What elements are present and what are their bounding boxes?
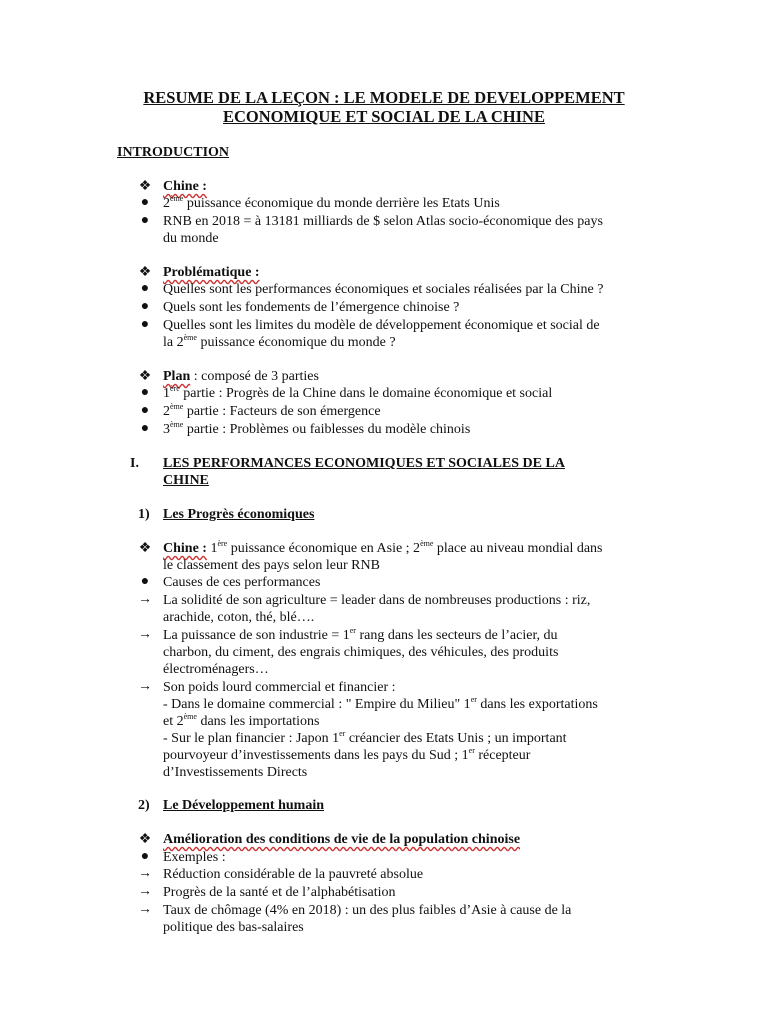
- subsection-2-heading: Le Développement humain: [163, 798, 324, 813]
- bullet-icon: ●: [140, 421, 150, 436]
- plan-line: Plan : composé de 3 parties: [163, 369, 319, 384]
- financier-line-2: pourvoyeur d’investissements dans les pays du Sud ; 1er récepteur: [163, 746, 531, 763]
- diamond-bullet-icon: ❖: [138, 832, 152, 847]
- introduction-heading: INTRODUCTION: [117, 145, 230, 160]
- section-1-heading-line-1: LES PERFORMANCES ECONOMIQUES ET SOCIALES DE LA: [163, 456, 565, 471]
- chine-label: Chine :: [163, 179, 207, 194]
- exemple-3-line-2: politique des bas-salaires: [163, 920, 304, 935]
- commercial-line-1: Son poids lourd commercial et financier :: [163, 680, 396, 695]
- exemple-2: Progrès de la santé et de l’alphabétisation: [163, 885, 396, 900]
- plan-part-2: 2ème partie : Facteurs de son émergence: [163, 402, 381, 419]
- bullet-icon: ●: [140, 299, 150, 314]
- causes-line: Causes de ces performances: [163, 575, 321, 590]
- bullet-icon: ●: [140, 281, 150, 296]
- subsection-1-number: 1): [138, 507, 150, 522]
- bullet-icon: ●: [140, 849, 150, 864]
- subsection-1-heading: Les Progrès économiques: [163, 507, 315, 522]
- chine-bullet-2-line-2: du monde: [163, 231, 219, 246]
- diamond-bullet-icon: ❖: [138, 541, 152, 556]
- bullet-icon: ●: [140, 317, 150, 332]
- chine-rank-line-2: le classement des pays selon leur RNB: [163, 558, 380, 573]
- arrow-right-icon: →: [138, 884, 152, 899]
- commercial-line-3: et 2ème dans les importations: [163, 712, 320, 729]
- agriculture-line-2: arachide, coton, thé, blé….: [163, 610, 315, 625]
- amelioration-heading: Amélioration des conditions de vie de la population chinoise: [163, 832, 521, 847]
- arrow-right-icon: →: [138, 866, 152, 881]
- financier-line-3: d’Investissements Directs: [163, 765, 308, 780]
- arrow-right-icon: →: [138, 679, 152, 694]
- arrow-right-icon: →: [138, 592, 152, 607]
- bullet-icon: ●: [140, 574, 150, 589]
- problematique-q3-line-2: la 2ème puissance économique du monde ?: [163, 333, 396, 350]
- problematique-q3-line-1: Quelles sont les limites du modèle de développement économique et social de: [163, 318, 600, 333]
- chine-bullet-1: 2ème puissance économique du monde derrière les Etats Unis: [163, 194, 500, 211]
- plan-part-3: 3ème partie : Problèmes ou faiblesses du modèle chinois: [163, 420, 471, 437]
- exemples-label: Exemples :: [163, 850, 226, 865]
- title-line-2: ECONOMIQUE ET SOCIAL DE LA CHINE: [223, 107, 545, 126]
- bullet-icon: ●: [140, 195, 150, 210]
- problematique-q1: Quelles sont les performances économiques et sociales réalisées par la Chine ?: [163, 282, 604, 297]
- plan-part-1: 1ère partie : Progrès de la Chine dans le domaine économique et social: [163, 384, 553, 401]
- bullet-icon: ●: [140, 403, 150, 418]
- subsection-2-number: 2): [138, 798, 150, 813]
- document-title: [0, 88, 768, 126]
- bullet-icon: ●: [140, 385, 150, 400]
- commercial-line-2: - Dans le domaine commercial : " Empire du Milieu" 1er dans les exportations: [163, 695, 598, 712]
- diamond-bullet-icon: ❖: [138, 369, 152, 384]
- title-line-1: RESUME DE LA LEÇON : LE MODELE DE DEVELOPPEMENT: [143, 88, 625, 107]
- diamond-bullet-icon: ❖: [138, 179, 152, 194]
- industrie-line-2: charbon, du ciment, des engrais chimiques, des véhicules, des produits: [163, 645, 559, 660]
- section-1-numeral: I.: [130, 456, 139, 471]
- section-1-heading-line-2: CHINE: [163, 473, 209, 488]
- financier-line-1: - Sur le plan financier : Japon 1er créancier des Etats Unis ; un important: [163, 729, 567, 746]
- problematique-q2: Quels sont les fondements de l’émergence chinoise ?: [163, 300, 460, 315]
- agriculture-line-1: La solidité de son agriculture = leader dans de nombreuses productions : riz,: [163, 593, 591, 608]
- bullet-icon: ●: [140, 213, 150, 228]
- arrow-right-icon: →: [138, 627, 152, 642]
- chine-bullet-2-line-1: RNB en 2018 = à 13181 milliards de $ selon Atlas socio-économique des pays: [163, 214, 603, 229]
- chine-rank-line-1: Chine : 1ère puissance économique en Asie ; 2ème place au niveau mondial dans: [163, 539, 603, 556]
- arrow-right-icon: →: [138, 902, 152, 917]
- industrie-line-3: électroménagers…: [163, 662, 269, 677]
- diamond-bullet-icon: ❖: [138, 265, 152, 280]
- exemple-3-line-1: Taux de chômage (4% en 2018) : un des plus faibles d’Asie à cause de la: [163, 903, 572, 918]
- exemple-1: Réduction considérable de la pauvreté absolue: [163, 867, 424, 882]
- problematique-label: Problématique :: [163, 265, 260, 280]
- industrie-line-1: La puissance de son industrie = 1er rang dans les secteurs de l’acier, du: [163, 626, 558, 643]
